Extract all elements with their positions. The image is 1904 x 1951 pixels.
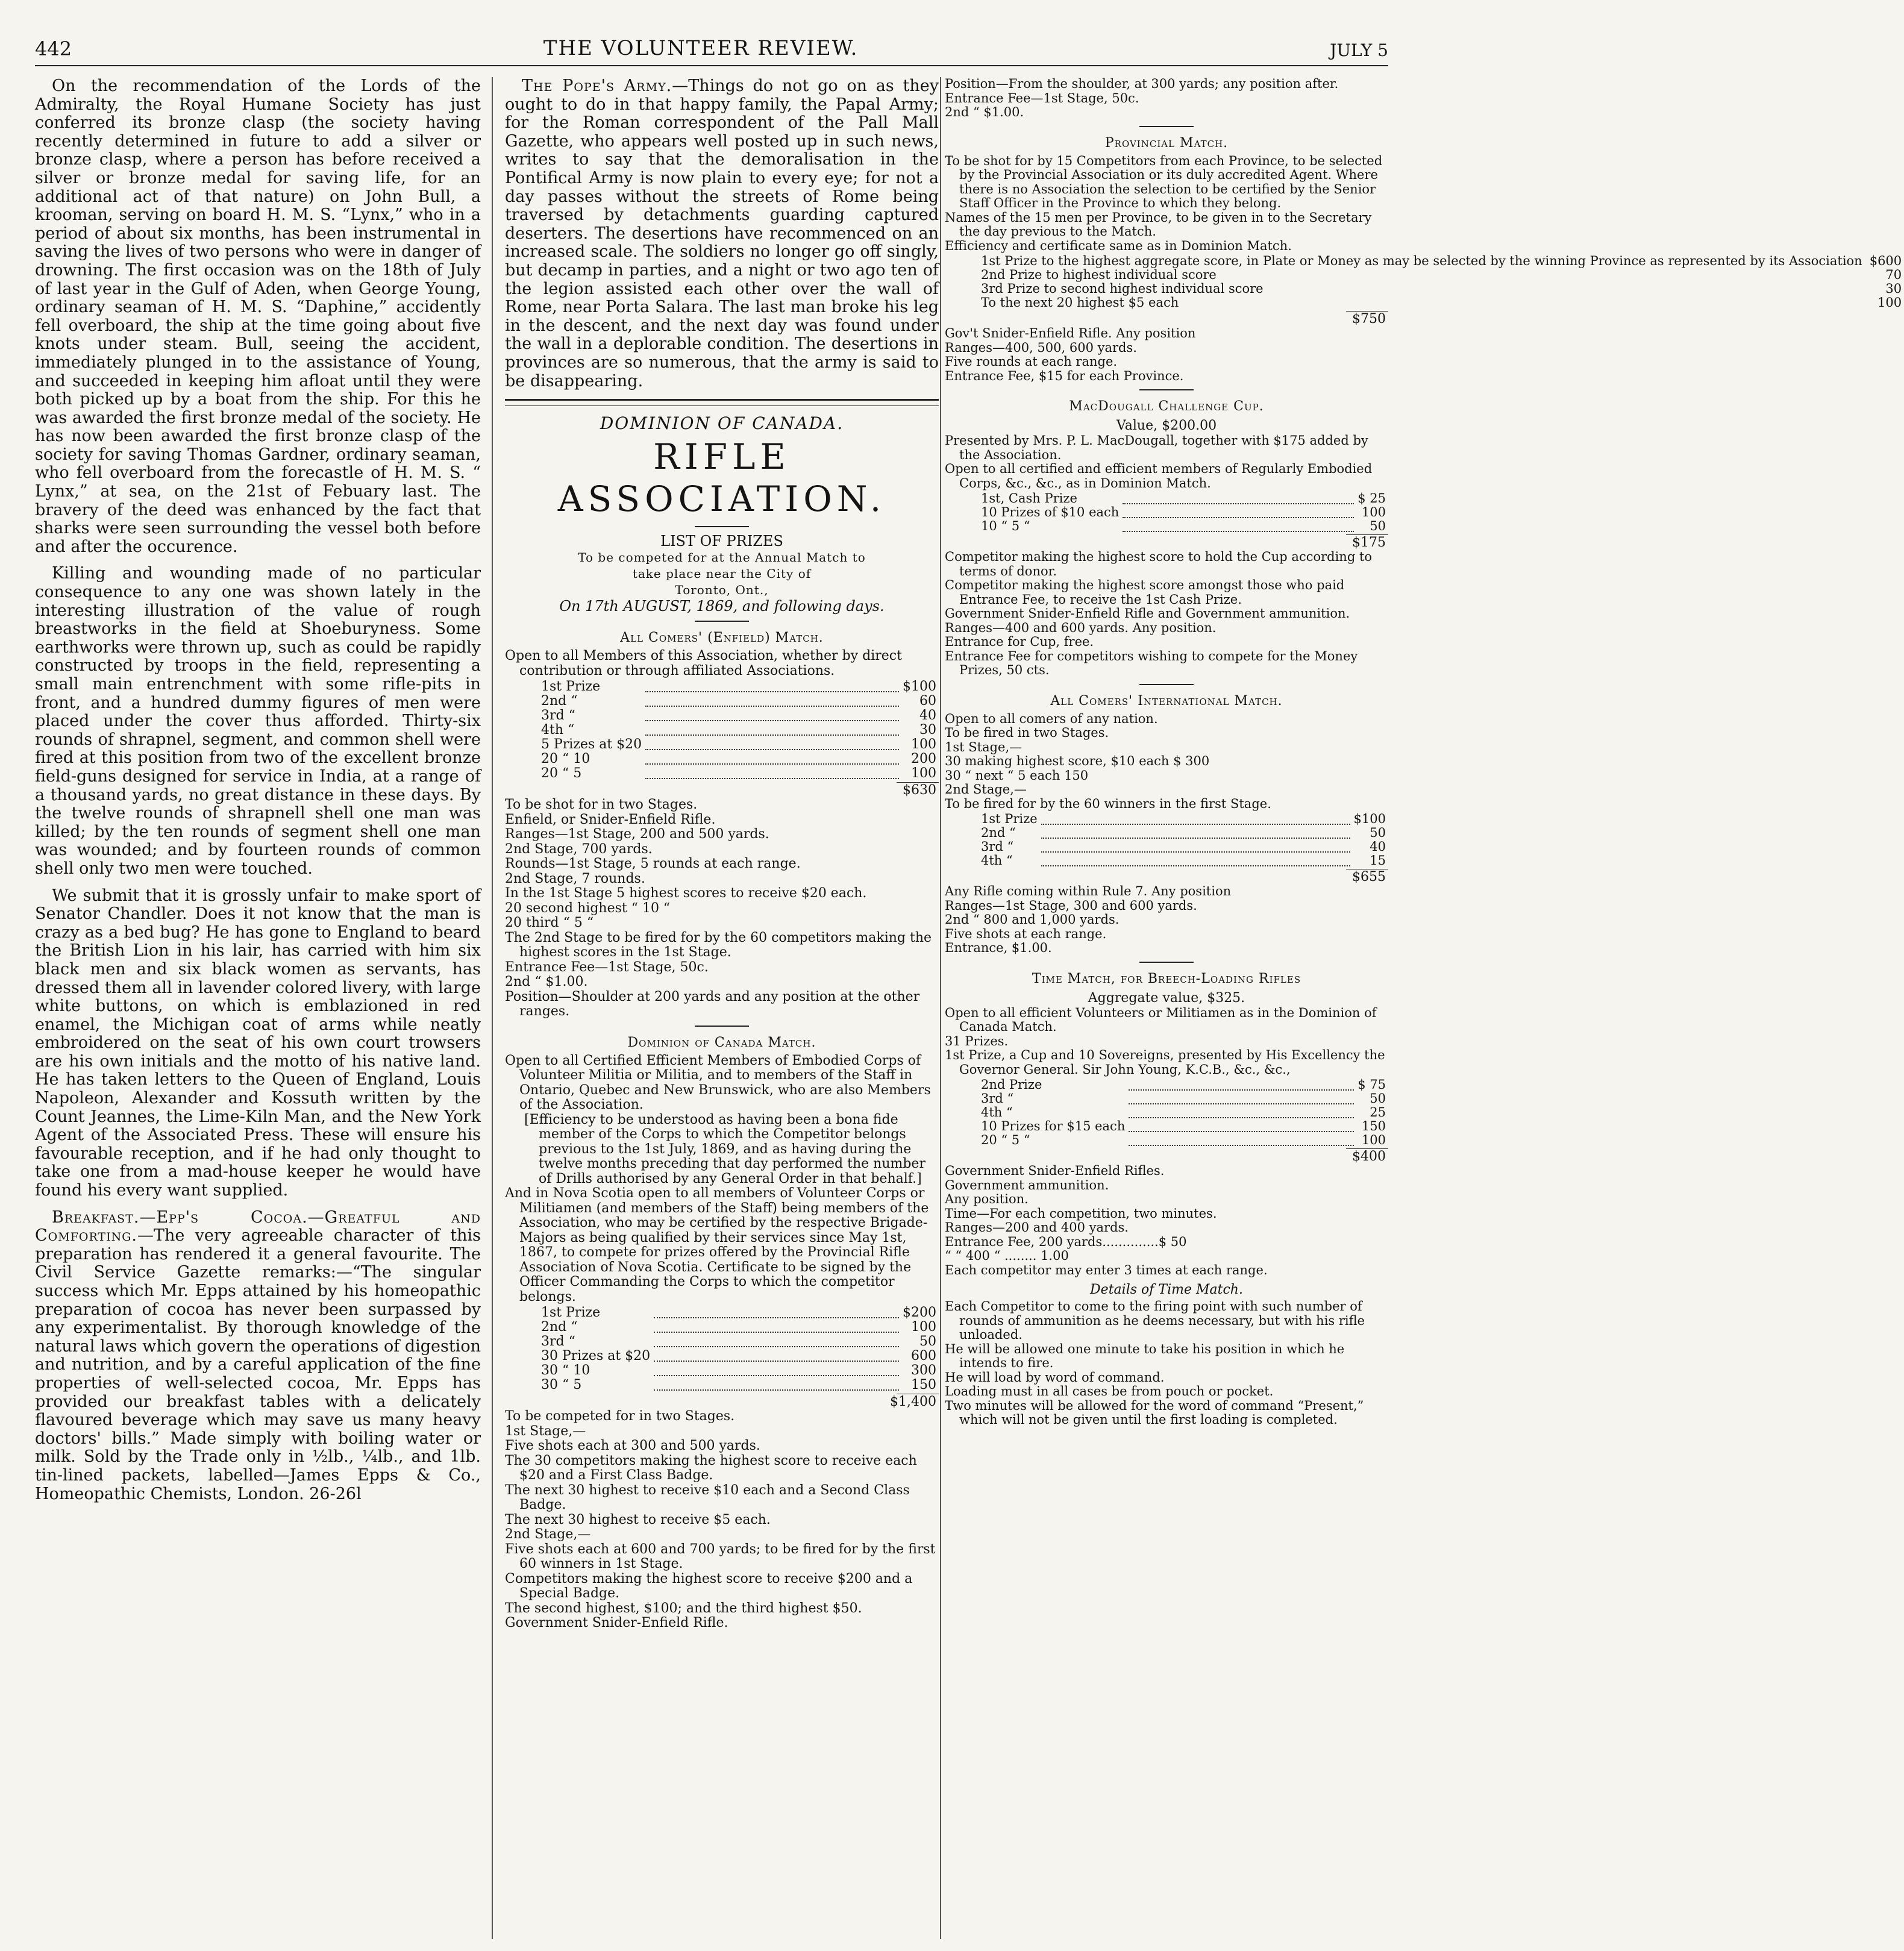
prize-label: 2nd “ (981, 825, 1016, 840)
dot-leader (642, 694, 903, 709)
rule-line: 30 making highest score, $10 each $ 300 (945, 754, 1210, 768)
match-intro: Open to all Members of this Association, whether by direct contribution or through affiliated Associations. (505, 648, 902, 678)
match-intro: Open to all efficient Volunteers or Militiamen as in the Dominion of Canada Match. (945, 1005, 1377, 1034)
prize-table (505, 680, 939, 781)
prize-label: 1st Prize (541, 1305, 601, 1321)
rule-line: Ranges—400, 500, 600 yards. (945, 340, 1137, 355)
prize-total: $1,400 (890, 1394, 936, 1410)
prize-row (945, 296, 1904, 310)
prize-row (945, 854, 1388, 868)
rule-line: Gov't Snider-Enfield Rifle. Any position (945, 326, 1196, 340)
match-rules (505, 798, 939, 1019)
prize-label: 1st Prize to the highest aggregate score, in Plate or Money as may be selected by the winning Province as represented by its Association (981, 254, 1862, 268)
prize-amount: 150 (1361, 1119, 1386, 1133)
prize-amount: 40 (919, 708, 936, 724)
rule-line: Names of the 15 men per Province, to be given in to the Secretary the day previous to the Match. (945, 210, 1372, 239)
short-rule (695, 526, 749, 527)
prize-label: 2nd Prize (981, 1077, 1042, 1092)
dot-leader (650, 1378, 903, 1392)
dot-leader (642, 737, 903, 752)
prize-amount: $ 75 (1358, 1077, 1386, 1092)
rule-line: Any Rifle coming within Rule 7. Any position (945, 884, 1232, 898)
advert-heading: Breakfast.—Epp's Cocoa.—Greatful and Comforting. (35, 1207, 481, 1245)
dot-leader (642, 709, 903, 723)
match-title: All Comers' (Enfield) Match. (620, 630, 824, 646)
dot-leader (642, 723, 903, 737)
prize-row (945, 1120, 1388, 1133)
subheading-line: Toronto, Ont., (675, 583, 769, 598)
rule-line: Five shots at each range. (945, 926, 1107, 941)
dot-leader (1862, 296, 1870, 310)
rule-line: Competitors making the highest score to receive $200 and a Special Badge. (505, 1571, 913, 1602)
dot-leader (1038, 840, 1354, 854)
rule-line: To be shot for in two Stages. (505, 797, 698, 813)
match-rules (945, 550, 1388, 678)
match-rules (945, 211, 1388, 254)
match-rules (945, 712, 1388, 812)
rule-line: In the 1st Stage 5 highest scores to receive $20 each. (505, 886, 867, 901)
prize-label: 10 “ 5 “ (981, 519, 1030, 533)
prize-label: 3rd “ (541, 708, 575, 724)
prize-label: 2nd “ (541, 1320, 578, 1335)
rule-line: Five rounds at each range. (945, 354, 1118, 369)
column-3 (945, 77, 1902, 1939)
prize-amount: $200 (903, 1305, 936, 1321)
prize-amount: 30 (1885, 281, 1902, 296)
subheading-line: To be competed for at the Annual Match to (578, 550, 866, 565)
subheading-line: take place near the City of (632, 566, 812, 581)
match-title: Dominion of Canada Match. (627, 1035, 816, 1050)
prize-row (505, 680, 939, 694)
column-divider (492, 77, 493, 1939)
prize-row (505, 766, 939, 781)
rule-line: Entrance for Cup, free. (945, 634, 1094, 649)
match-rules (945, 327, 1388, 383)
rule-line: Ranges—1st Stage, 200 and 500 yards. (505, 827, 769, 842)
prize-total: $630 (903, 783, 936, 798)
prize-label: 3rd Prize to second highest individual score (981, 281, 1264, 296)
prize-row (505, 1306, 939, 1320)
dot-leader (650, 1364, 903, 1378)
prize-amount: 60 (919, 694, 936, 709)
rule-line: Position—From the shoulder, at 300 yards; any position after. (945, 77, 1339, 91)
rule-line: Government ammunition. (945, 1177, 1109, 1192)
prize-amount: $100 (1353, 812, 1386, 826)
rule-line: Five shots each at 600 and 700 yards; to be fired for by the first 60 winners in 1st Stage. (505, 1541, 936, 1572)
rule-line: 2nd “ $1.00. (945, 105, 1024, 119)
match-title: Provincial Match. (1104, 135, 1229, 151)
first-prize: 1st Prize, a Cup and 10 Sovereigns, presented by His Excellency the Governor General. Sir John Young, K.C.B., &c., &c., (945, 1048, 1385, 1077)
details-heading: Details of Time Match. (1090, 1282, 1243, 1297)
match-open: Open to all certified and efficient members of Regularly Embodied Corps, &c., &c., as in Dominion Match. (945, 462, 1373, 490)
prize-row (505, 1349, 939, 1364)
prize-label: 2nd Prize to highest individual score (981, 268, 1217, 282)
prize-total: $175 (1352, 535, 1386, 550)
prize-amount: 600 (911, 1348, 936, 1364)
rule-line: Enfield, or Snider-Enfield Rifle. (505, 812, 716, 827)
details-list (945, 1300, 1388, 1427)
rule-line: To be competed for in two Stages. (505, 1409, 735, 1424)
rule-line: Competitor making the highest score amongst those who paid Entrance Fee, to receive the 1st Cash Prize. (945, 578, 1345, 607)
article-heading: The Pope's Army. (522, 77, 672, 95)
prize-label: To the next 20 highest $5 each (981, 295, 1179, 310)
dot-leader (650, 1306, 903, 1320)
prize-label: 1st, Cash Prize (981, 491, 1077, 506)
short-rule (695, 621, 749, 622)
prize-label: 30 Prizes at $20 (541, 1348, 651, 1364)
short-rule (1139, 962, 1194, 963)
page-header (35, 24, 1388, 60)
short-rule (695, 1026, 749, 1027)
match-intro: Open to all Certified Efficient Members of Embodied Corps of Volunteer Militia or Militia, and to members of the Staff in Ontario, Quebec and New Brunswick, who are also Members of the Association. (505, 1053, 931, 1113)
dot-leader (1862, 254, 1870, 268)
prize-row (945, 254, 1904, 268)
rule-line: Each Competitor to come to the firing point with such number of rounds of ammunition as he deems necessary, but with his rifle unloaded. (945, 1299, 1365, 1342)
rule-line: 2nd Stage,— (505, 1527, 591, 1542)
prize-row (505, 723, 939, 737)
prize-amount: $100 (903, 679, 936, 695)
page-number: 442 (35, 37, 72, 60)
article-humane-society: On the recommendation of the Lords of the Admiralty, the Royal Humane Society has just conferred its bronze clasp (the society having recently determined in future to add a silver or bronze clasp, where a person has before received a silver or bronze medal for saving life, for an additional act of that nature) on John Bull, a krooman, serving on board H. M. S. “Lynx,” who in a period of about six months, has been instrumental in saving the lives of two persons who were in danger of drowning. The first occasion was on the 18th of July of last year in the Gulf of Aden, when George Young, ordinary seaman of H. M. S. “Daphine,” accidently fell overboard, the ship at the time going about five knots under steam. Bull, seeing the accident, immediately plunged in to the assistance of Young, and succeeded in keeping him afloat until they were both picked up by a boat from the ship. For this he was awarded the first bronze medal of the society. He has now been awarded the first bronze clasp of the society for saving Thomas Gardner, ordinary seaman, who fell overboard from the forecastle of H. M. S. “ Lynx,” at sea, on the 21st of Febuary last. The bravery of the deed was enhanced by the fact that sharks were seen surrounding the vessel both before and after the occurence. (35, 77, 481, 556)
rule-line: 20 second highest “ 10 “ (505, 900, 671, 916)
prize-label: 20 “ 5 “ (981, 1133, 1030, 1147)
section-rule (505, 399, 939, 406)
article-shoeburyness: Killing and wounding made of no particular consequence to any one was shown lately in the interesting illustration of the value of rough breastworks in the field at Shoeburyness. Some earthworks were thrown up, such as could be rapidly constructed by troops in the field, representing a small main entrenchment with some rifle-pits in front, and a hundred dummy figures of men were placed under the cover thus afforded. Thirty-six rounds of shrapnel, segment, and common shell were fired at this position from two of the excellent bronze field-guns designed for service in India, at a range of a thousand yards, no great distance in these days. By the twelve rounds of shrapnell shell one man was killed; by the ten rounds of segment shell one man was wounded; and by fourteen rounds of common shell only two men were touched. (35, 564, 481, 878)
dot-leader (650, 1349, 903, 1364)
dot-leader (1119, 492, 1358, 506)
rule-line: Two minutes will be allowed for the word of command “Present,” which will not be given until the first loading is completed. (945, 1398, 1364, 1427)
rule-line: 2nd “ 800 and 1,000 yards. (945, 912, 1120, 927)
prize-amount: 50 (1370, 519, 1386, 533)
rule-line: The next 30 highest to receive $5 each. (505, 1512, 771, 1527)
prize-row (505, 694, 939, 709)
rifle-association-title: RIFLE ASSOCIATION. (557, 436, 886, 520)
prize-label: 5 Prizes at $20 (541, 737, 642, 753)
dot-leader (642, 766, 903, 781)
prize-row (505, 1364, 939, 1378)
rule-line: Entrance, $1.00. (945, 941, 1052, 955)
match-nova-scotia: And in Nova Scotia open to all members of Volunteer Corps or Militiamen (and members of the Staff) being members of the Association, who may be certified by the respective Brigade-Majors as being qualified by their services since May 1st, 1867, to compete for prizes offered by the Provincial Rifle Association of Nova Scotia. Certificate to be signed by the Officer Commanding the Corps to which the competitor belongs. (505, 1186, 929, 1304)
prize-row (945, 1106, 1388, 1120)
prize-table (505, 1306, 939, 1392)
prize-amount: 15 (1370, 853, 1386, 868)
prize-amount: $ 25 (1358, 491, 1386, 506)
short-rule (1139, 684, 1194, 685)
prize-row (945, 1092, 1388, 1106)
dot-leader (1038, 854, 1354, 868)
continued-rules (945, 77, 1388, 120)
prize-amount: 200 (911, 751, 936, 767)
prize-label: 30 “ 5 (541, 1377, 582, 1393)
prize-row (945, 840, 1388, 854)
column-divider (940, 77, 941, 1939)
dot-leader (650, 1320, 903, 1335)
list-of-prizes: LIST OF PRIZES (660, 533, 783, 550)
issue-date: JULY 5 (1330, 40, 1388, 60)
match-date: On 17th AUGUST, 1869, and following days. (559, 598, 885, 615)
match-intro: Presented by Mrs. P. L. MacDougall, together with $175 added by the Association. (945, 433, 1368, 462)
prize-amount: 70 (1885, 268, 1902, 282)
rule-line: To be fired in two Stages. (945, 725, 1109, 740)
prize-amount: 40 (1370, 839, 1386, 854)
match-intro: To be shot for by 15 Competitors from each Province, to be selected by the Provincial Association or its duly accredited Agent. Where there is no Association the selection to be certified by the Senior Staff Officer in the Province to which they belong. (945, 153, 1383, 210)
dot-leader (1119, 519, 1358, 533)
prize-amount: 50 (1370, 825, 1386, 840)
prize-label: 1st Prize (981, 812, 1038, 826)
match-title: All Comers' International Match. (1050, 693, 1283, 709)
prize-label: 30 “ 10 (541, 1363, 590, 1379)
column-1 (35, 77, 481, 1939)
prize-amount: $600 (1869, 254, 1902, 268)
dot-leader (650, 1335, 903, 1349)
prize-amount: 100 (1361, 505, 1386, 519)
prize-amount: 25 (1370, 1105, 1386, 1120)
prize-row (505, 737, 939, 752)
prize-table (945, 254, 1904, 310)
prize-amount: 100 (911, 737, 936, 753)
prize-row (505, 752, 939, 766)
prize-row (945, 1078, 1388, 1092)
column-2 (505, 77, 939, 1939)
dot-leader (1862, 268, 1870, 282)
prize-amount: 30 (919, 722, 936, 738)
prize-total: $750 (1352, 312, 1386, 327)
prize-amount: 50 (1370, 1091, 1386, 1106)
advert-epps-cocoa (35, 1209, 481, 1504)
rule-line: 20 third “ 5 “ (505, 915, 594, 931)
prize-row (945, 826, 1388, 840)
prize-total: $655 (1352, 869, 1386, 885)
rule-line: 2nd “ $1.00. (505, 974, 588, 990)
dot-leader (1862, 282, 1870, 296)
rule-line: Government Snider-Enfield Rifles. (945, 1163, 1165, 1178)
prize-label: 4th “ (981, 1105, 1013, 1120)
prize-row (505, 1335, 939, 1349)
rule-line: Any position. (945, 1192, 1029, 1206)
rule-line: The next 30 highest to receive $10 each and a Second Class Badge. (505, 1482, 910, 1513)
rule-line: 2nd Stage, 7 rounds. (505, 871, 645, 886)
rule-line: Each competitor may enter 3 times at each range. (945, 1262, 1268, 1277)
rule-line: Competitor making the highest score to hold the Cup according to terms of donor. (945, 550, 1373, 578)
rule-line: 1st Stage,— (945, 739, 1022, 754)
rule-line: 30 “ next “ 5 each 150 (945, 768, 1089, 783)
rule-line: Ranges—200 and 400 yards. (945, 1220, 1129, 1235)
cup-value: Value, $200.00 (1116, 418, 1217, 433)
match-rules (505, 1409, 939, 1631)
rule-line: Government Snider-Enfield Rifle and Government ammunition. (945, 606, 1350, 621)
prize-row (505, 1320, 939, 1335)
dot-leader (1119, 506, 1358, 519)
rule-line: The 2nd Stage to be fired for by the 60 competitors making the highest scores in the 1st Stage. (505, 930, 932, 960)
match-title: Time Match, for Breech-Loading Rifles (1032, 971, 1301, 986)
match-rules (945, 1164, 1388, 1277)
prize-row (505, 1378, 939, 1392)
prize-label: 10 Prizes of $10 each (981, 505, 1120, 519)
prize-label: 2nd “ (541, 694, 578, 709)
prize-row (945, 519, 1388, 533)
rule-line: The second highest, $100; and the third highest $50. (505, 1600, 862, 1616)
rule-line: Position—Shoulder at 200 yards and any position at the other ranges. (505, 989, 920, 1019)
prize-amount: 50 (919, 1334, 936, 1350)
prize-row (945, 268, 1904, 282)
prize-amount: 100 (1361, 1133, 1386, 1147)
prize-row (945, 812, 1388, 826)
prize-row (945, 506, 1388, 519)
prize-table (945, 1078, 1388, 1147)
article-body: —Things do not go on as they ought to do in that happy family, the Papal Army; for the Roman correspondent of the Pall Mall Gazette, who appears well posted up in such news, writes to say that the demoralisation in the Pontifical Army is now plain to every eye; for not a day passes without the streets of Rome being traversed by detachments guarding captured deserters. The desertions have recommenced on an increased scale. The soldiers no longer go off singly, but decamp in parties, and a night or two ago ten of the legion assisted each other over the wall of Rome, near Porta Salara. The last man broke his leg in the descent, and the next day was found under the wall in a deplorable condition. The desertions in provinces are so numerous, that the army is said to be disappearing. (505, 77, 939, 390)
prize-label: 4th “ (541, 722, 575, 738)
prize-label: 4th “ (981, 853, 1013, 868)
rule-line: 2nd Stage, 700 yards. (505, 841, 653, 857)
dot-leader (1125, 1092, 1358, 1106)
rule-line: He will be allowed one minute to take his position in which he intends to fire. (945, 1341, 1345, 1370)
dot-leader (1038, 826, 1354, 840)
prize-label: 3rd “ (981, 1091, 1014, 1106)
dot-leader (1125, 1106, 1358, 1120)
match-note: [Efficiency to be understood as having been a bona fide member of the Corps to which the Competitor belongs previous to the 1st July, 1869, and as having during the twelve months preceding that day performed the number of Drills authorised by any General Order in that behalf.] (524, 1112, 925, 1186)
rule-line: Rounds—1st Stage, 5 rounds at each range. (505, 856, 801, 872)
dot-leader (1125, 1120, 1358, 1133)
rule-line: Ranges—1st Stage, 300 and 600 yards. (945, 898, 1197, 913)
rule-line: Entrance Fee—1st Stage, 50c. (945, 90, 1139, 105)
prize-label: 1st Prize (541, 679, 601, 695)
rule-line: Entrance Fee, 200 yards..............$ 50 (945, 1234, 1187, 1249)
match-rules (945, 885, 1388, 956)
dot-leader (1125, 1078, 1358, 1092)
prize-total: $400 (1352, 1149, 1386, 1164)
prize-table (945, 492, 1388, 533)
prize-amount: 150 (911, 1377, 936, 1393)
dot-leader (1038, 812, 1354, 826)
prize-row (945, 492, 1388, 506)
rule-line: Entrance Fee, $15 for each Province. (945, 368, 1184, 383)
prize-amount: 100 (911, 766, 936, 781)
prize-table (945, 812, 1388, 868)
rule-line: Time—For each competition, two minutes. (945, 1206, 1217, 1221)
dominion-heading: DOMINION OF CANADA. (600, 413, 844, 434)
prize-count: 31 Prizes. (945, 1033, 1009, 1048)
rule-line: Government Snider-Enfield Rifle. (505, 1615, 728, 1631)
header-rule (35, 65, 1388, 66)
prize-label: 10 Prizes for $15 each (981, 1119, 1126, 1133)
rule-line: The 30 competitors making the highest score to receive each $20 and a First Class Badge. (505, 1453, 917, 1483)
prize-label: 20 “ 5 (541, 766, 582, 781)
publication-title: THE VOLUNTEER REVIEW. (543, 36, 859, 60)
match-title: MacDougall Challenge Cup. (1069, 399, 1264, 414)
rule-line: He will load by word of command. (945, 1370, 1165, 1385)
aggregate-value: Aggregate value, $325. (1088, 990, 1245, 1006)
rule-line: Open to all comers of any nation. (945, 711, 1158, 726)
prize-label: 3rd “ (981, 839, 1014, 854)
rule-line: Efficiency and certificate same as in Dominion Match. (945, 238, 1292, 253)
rule-line: To be fired for by the 60 winners in the first Stage. (945, 796, 1271, 811)
rule-line: Entrance Fee—1st Stage, 50c. (505, 959, 709, 975)
prize-row (505, 709, 939, 723)
short-rule (1139, 126, 1194, 127)
rule-line: Five shots each at 300 and 500 yards. (505, 1438, 760, 1454)
rule-line: 2nd Stage,— (945, 782, 1027, 797)
prize-label: 3rd “ (541, 1334, 575, 1350)
rule-line: “ “ 400 “ ........ 1.00 (945, 1248, 1069, 1263)
article-senator-chandler: We submit that it is grossly unfair to make sport of Senator Chandler. Does it not know that the man is crazy as a bed bug? He has gone to England to beard the British Lion in his lair, has carried with him six black men and six black women as servants, has dressed them all in lavender colored livery, with large white buttons, on which is emblazioned in red enamel, the Michigan coat of arms while neatly embroidered on the seat of his own court trowsers are his own initials and the motto of his native land. He has taken letters to the Queen of England, Louis Napoleon, Alexander and Kossuth written by the Count Jeannes, the Lime-Kiln Man, and the New York Agent of the Associated Press. These will ensure his favourable reception, and if he had only thought to take one from a mad-house keeper he would have found his every want supplied. (35, 886, 481, 1200)
prize-amount: 300 (911, 1363, 936, 1379)
prize-amount: 100 (1877, 295, 1902, 310)
short-rule (1139, 389, 1194, 390)
rule-line: 1st Stage,— (505, 1423, 586, 1439)
prize-label: 20 “ 10 (541, 751, 590, 767)
dot-leader (642, 752, 903, 766)
rule-line: Loading must in all cases be from pouch or pocket. (945, 1384, 1274, 1398)
dot-leader (1125, 1133, 1358, 1147)
dot-leader (642, 680, 903, 694)
rule-line: Entrance Fee for competitors wishing to compete for the Money Prizes, 50 cts. (945, 648, 1358, 677)
prize-row (945, 1133, 1388, 1147)
article-popes-army (505, 77, 939, 390)
advert-body: —The very agreeable character of this preparation has rendered it a general favourite. The Civil Service Gazette remarks:—“The singular success which Mr. Epps attained by his homeopathic preparation of cocoa has never been surpassed by any experimentalist. By thorough knowledge of the natural laws which govern the operations of digestion and nutrition, and by a careful application of the fine properties of well-selected cocoa, Mr. Epps has provided our breakfast tables with a delicately flavoured beverage which may save us many heavy doctors' bills.” Made simply with boiling water or milk. Sold by the Trade only in ½lb., ¼lb., and 1lb. tin-lined packets, labelled—James Epps & Co., Homeopathic Chemists, London. 26-26l (35, 1226, 481, 1503)
prize-amount: 100 (911, 1320, 936, 1335)
rule-line: Ranges—400 and 600 yards. Any position. (945, 620, 1217, 635)
prize-row (945, 282, 1904, 296)
